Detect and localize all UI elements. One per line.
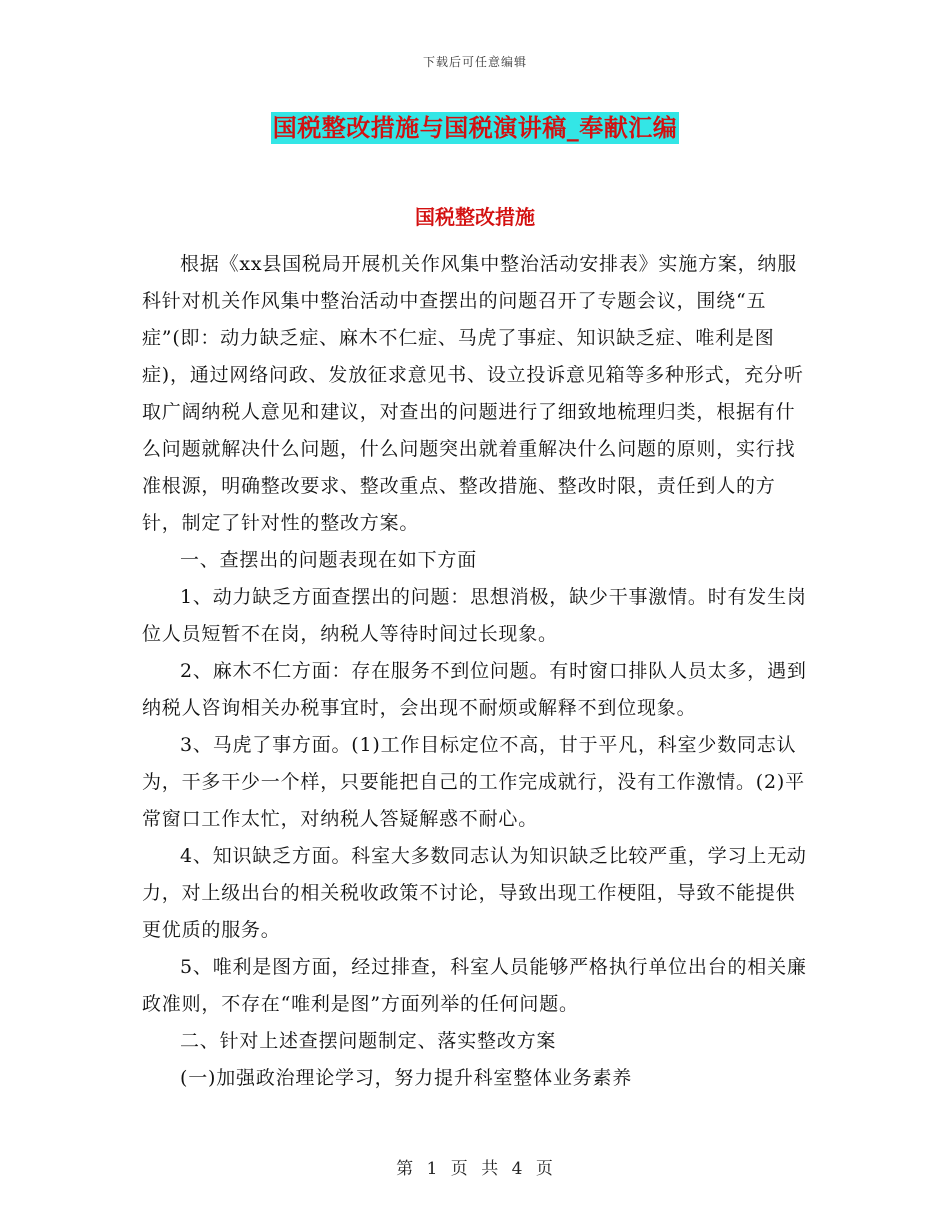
header-note: 下载后可任意编辑 xyxy=(422,55,527,69)
document-title: 国税整改措施与国税演讲稿_奉献汇编 xyxy=(272,113,678,142)
page-footer: 第 1 页 共 4 页 xyxy=(396,1159,554,1179)
paragraph-item-5: 5、唯利是图方面，经过排查，科室人员能够严格执行单位出台的相关廉政准则，不存在“唯利是图”方面列举的任何问题。 xyxy=(142,956,807,1015)
section-title: 国税整改措施 xyxy=(415,205,535,229)
paragraph-item-2: 2、麻木不仁方面：存在服务不到位问题。有时窗口排队人员太多，遇到纳税人咨询相关办税事宜时，会出现不耐烦或解释不到位现象。 xyxy=(142,660,807,719)
paragraph-heading-2: 二、针对上述查摆问题制定、落实整改方案 xyxy=(180,1030,557,1052)
paragraph-subheading-1: (一)加强政治理论学习，努力提升科室整体业务素养 xyxy=(180,1067,633,1089)
paragraph-heading-1: 一、查摆出的问题表现在如下方面 xyxy=(180,549,478,571)
body-text xyxy=(142,246,814,1097)
paragraph-intro: 根据《xx县国税局开展机关作风集中整治活动安排表》实施方案，纳服科针对机关作风集中整治活动中查摆出的问题召开了专题会议，围绕“五症”(即：动力缺乏症、麻木不仁症、马虎了事症、知识缺乏症、唯利是图症)，通过网络问政、发放征求意见书、设立投诉意见箱等多种形式，充分听取广阔纳税人意见和建议，对查出的问题进行了细致地梳理归类，根据有什么问题就解决什么问题，什么问题突出就着重解决什么问题的原则，实行找准根源，明确整改要求、整改重点、整改措施、整改时限，责任到人的方针，制定了针对性的整改方案。 xyxy=(142,253,804,534)
document-title-container xyxy=(0,112,950,144)
paragraph-item-3: 3、马虎了事方面。(1)工作目标定位不高，甘于平凡，科室少数同志认为，干多干少一个样，只要能把自己的工作完成就行，没有工作激情。(2)平常窗口工作太忙，对纳税人答疑解惑不耐心。 xyxy=(142,734,805,830)
paragraph-item-4: 4、知识缺乏方面。科室大多数同志认为知识缺乏比较严重，学习上无动力，对上级出台的相关税收政策不讨论，导致出现工作梗阻，导致不能提供更优质的服务。 xyxy=(142,845,807,941)
paragraph-item-1: 1、动力缺乏方面查摆出的问题：思想消极，缺少干事激情。时有发生岗位人员短暂不在岗，纳税人等待时间过长现象。 xyxy=(142,586,807,645)
